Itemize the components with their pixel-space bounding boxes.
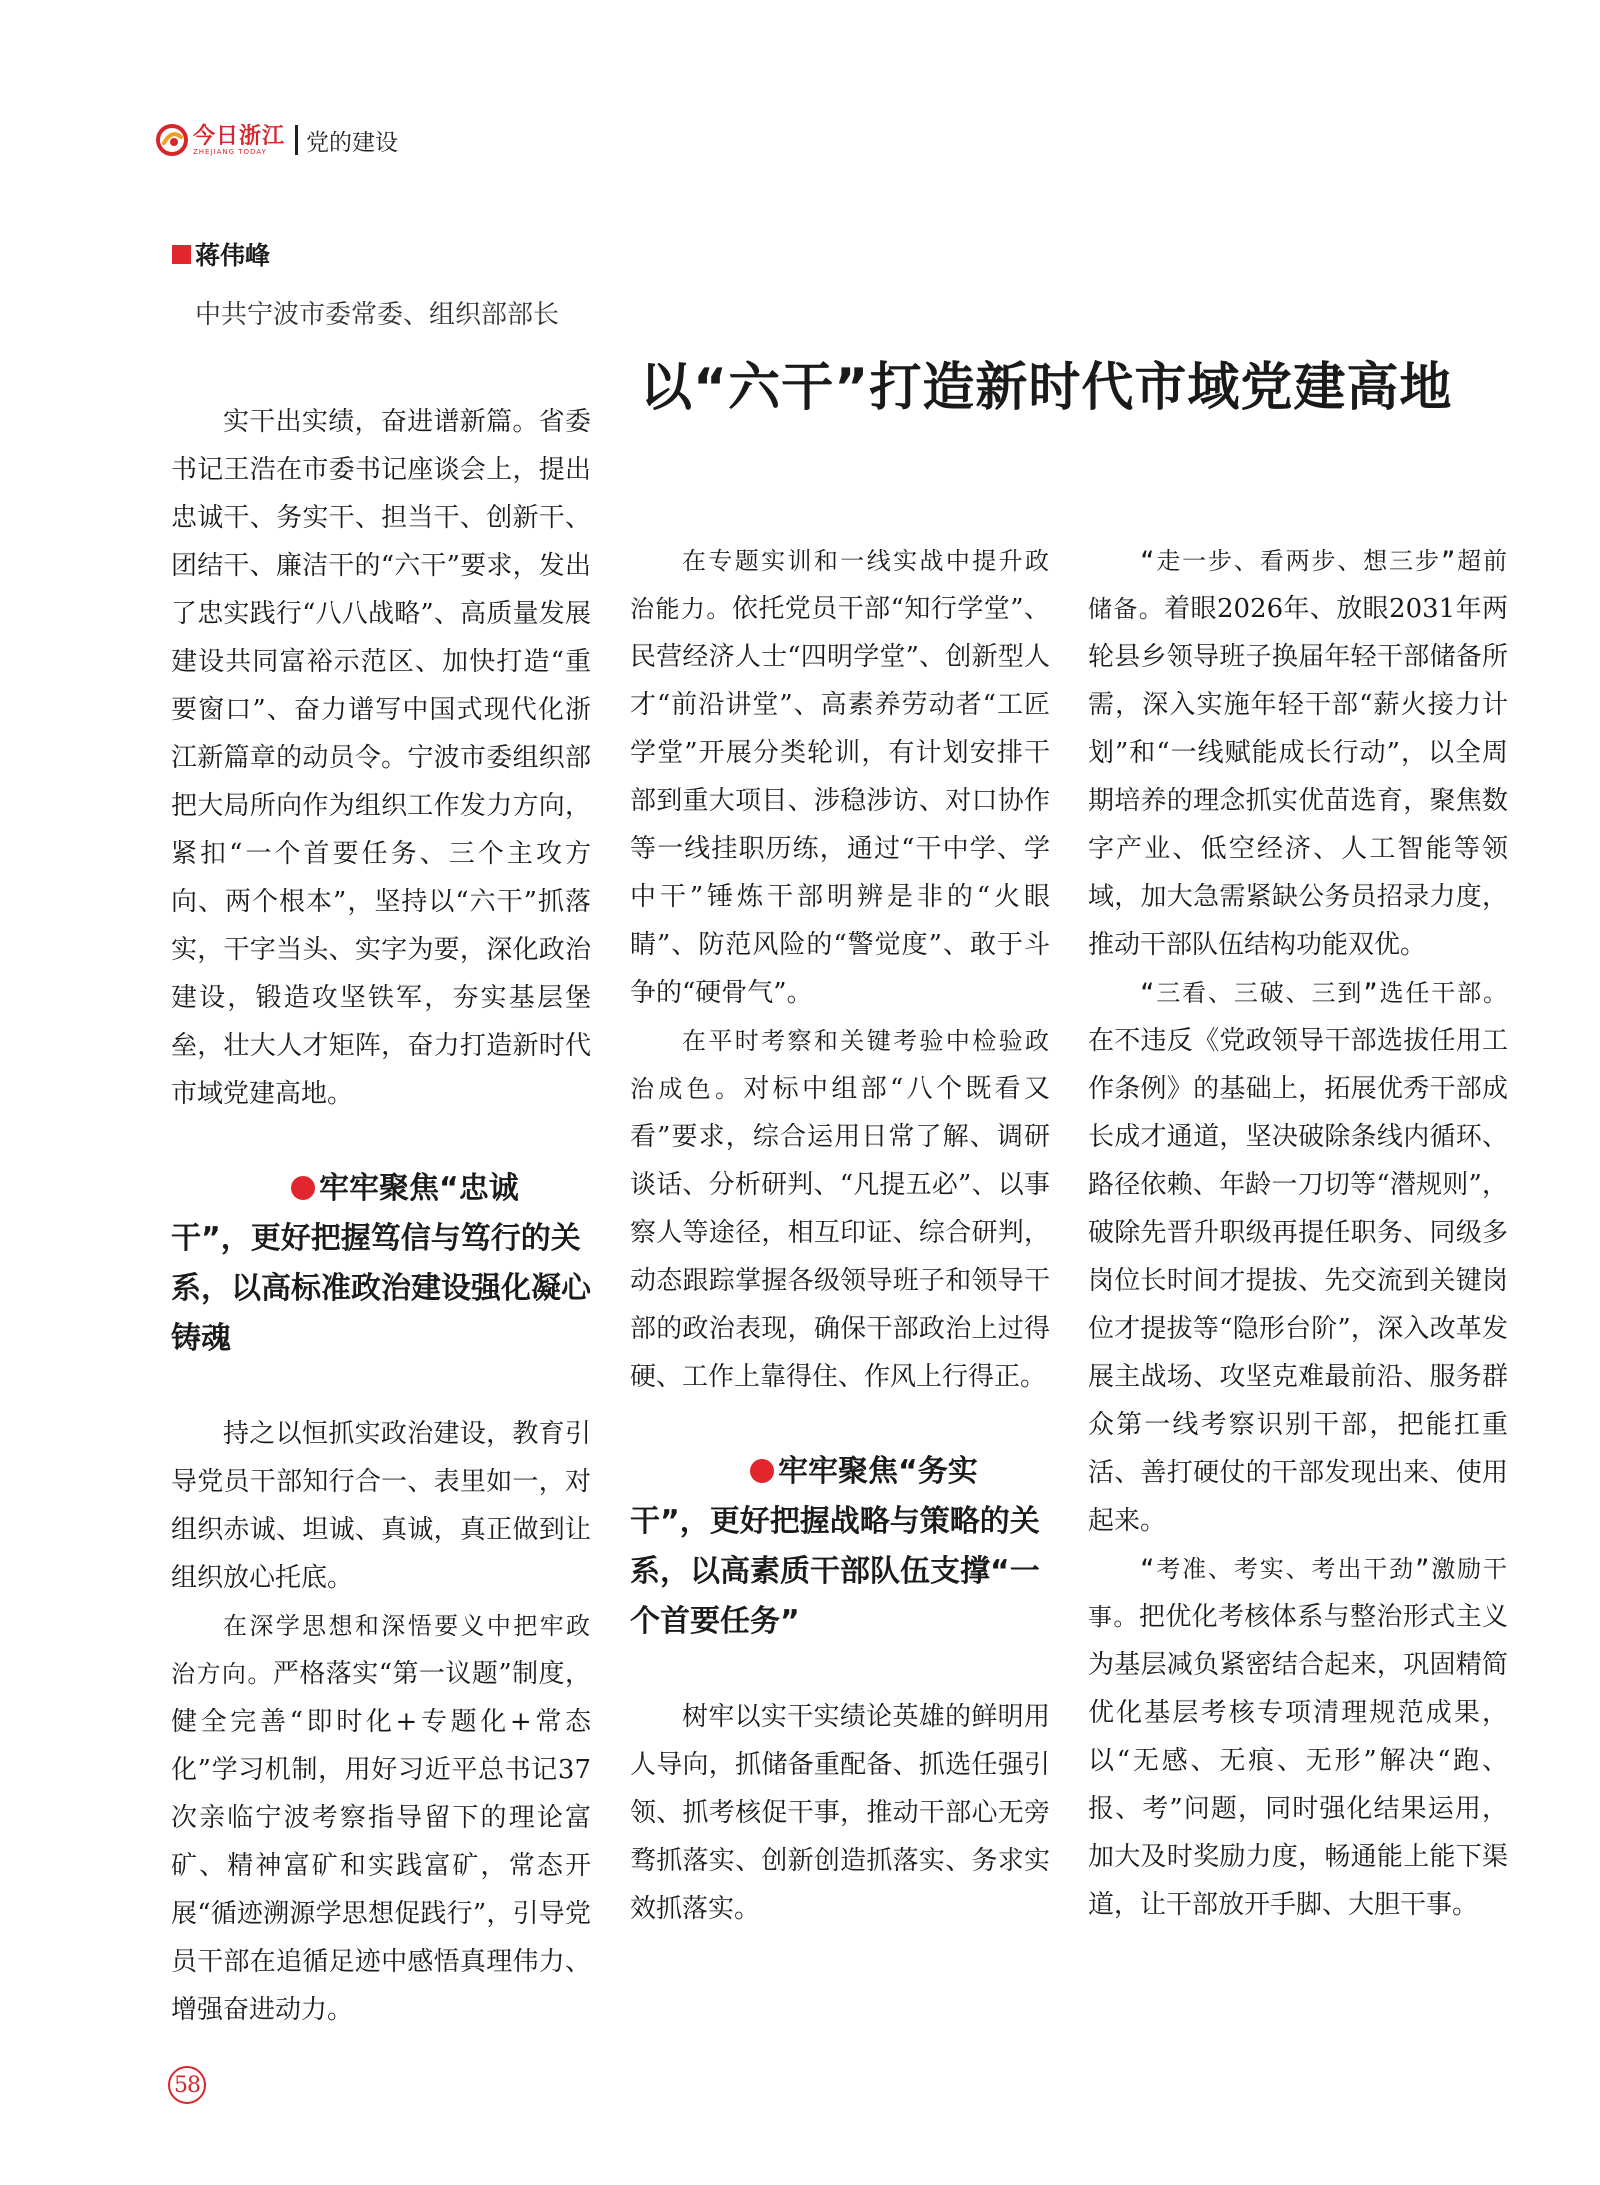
- red-square-icon: [172, 245, 191, 264]
- publication-logo: [155, 123, 285, 157]
- section-heading-2-text: 牢牢聚焦“务实干”，更好把握战略与策略的关系，以高素质干部队伍支撑“一个首要任务”: [630, 1454, 1040, 1639]
- body-paragraph: [1088, 1545, 1508, 1929]
- paragraph-body: 把优化考核体系与整治形式主义为基层减负紧密结合起来，巩固精简优化基层考核专项清理规范成果，以“无感、无痕、无形”解决“跑、报、考”问题，同时强化结果运用，加大及时奖励力度，畅通能上能下渠道，让干部放开手脚、大胆干事。: [1088, 1602, 1508, 1920]
- article-title: 以“六干”打造新时代市域党建高地: [640, 358, 1453, 418]
- paragraph-lead: 在专题实训和一线实战中提升政治能力。: [630, 547, 1050, 623]
- intro-paragraph: 实干出实绩，奋进谱新篇。省委书记王浩在市委书记座谈会上，提出忠诚干、务实干、担当干、创新干、团结干、廉洁干的“六干”要求，发出了忠实践行“八八战略”、高质量发展建设共同富裕示范区、加快打造“重要窗口”、奋力谱写中国式现代化浙江新篇章的动员令。宁波市委组织部把大局所向作为组织工作发力方向，紧扣“一个首要任务、三个主攻方向、两个根本”，坚持以“六干”抓落实，干字当头、实字为要，深化政治建设，锻造攻坚铁军，夯实基层堡垒，壮大人才矩阵，奋力打造新时代市域党建高地。: [171, 407, 591, 1109]
- body-paragraph: [1088, 969, 1508, 1545]
- author-name: 蒋伟峰: [195, 241, 271, 270]
- paragraph-lead: 在深学思想和深悟要义中把牢政治方向。: [171, 1612, 591, 1688]
- paragraph-body: 对标中组部“八个既看又看”要求，综合运用日常了解、调研谈话、分析研判、“凡提五必”、以事察人等途径，相互印证、综合研判，动态跟踪掌握各级领导班子和领导干部的政治表现，确保干部政治上过得硬、工作上靠得住、作风上行得正。: [630, 1074, 1050, 1392]
- page-number: 58: [168, 2066, 206, 2104]
- body-paragraph: [1088, 537, 1508, 969]
- section-heading-1-text: 牢牢聚焦“忠诚干”，更好把握笃信与笃行的关系，以高标准政治建设强化凝心铸魂: [171, 1171, 591, 1356]
- red-dot-icon: [291, 1176, 315, 1200]
- section-heading-2: [630, 1447, 1050, 1647]
- paragraph-body: 严格落实“第一议题”制度，健全完善“即时化+专题化+常态化”学习机制，用好习近平总书记37次亲临宁波考察指导留下的理论富矿、精神富矿和实践富矿，常态开展“循迹溯源学思想促践行”，引导党员干部在追循足迹中感悟真理伟力、增强奋进动力。: [171, 1659, 591, 2025]
- paragraph-body: 着眼2026年、放眼2031年两轮县乡领导班子换届年轻干部储备所需，深入实施年轻干部“薪火接力计划”和“一线赋能成长行动”，以全周期培养的理念抓实优苗选育，聚焦数字产业、低空经济、人工智能等领域，加大急需紧缺公务员招录力度，推动干部队伍结构功能双优。: [1088, 594, 1509, 960]
- body-paragraph: [630, 1017, 1050, 1401]
- article-column-3: [1088, 537, 1508, 1929]
- paragraph-body: 依托党员干部“知行学堂”、民营经济人士“四明学堂”、创新型人才“前沿讲堂”、高素养劳动者“工匠学堂”开展分类轮训，有计划安排干部到重大项目、涉稳涉访、对口协作等一线挂职历练，通过“干中学、学中干”锤炼干部明辨是非的“火眼睛”、防范风险的“警觉度”、敢于斗争的“硬骨气”。: [630, 594, 1050, 1008]
- paragraph-lead: 在平时考察和关键考验中检验政治成色。: [630, 1027, 1050, 1103]
- body-paragraph: 持之以恒抓实政治建设，教育引导党员干部知行合一、表里如一，对组织赤诚、坦诚、真诚，真正做到让组织放心托底。: [171, 1419, 591, 1593]
- logo-chinese-text: 今日浙江: [193, 122, 286, 149]
- paragraph-lead: “走一步、看两步、想三步”超前储备。: [1088, 547, 1508, 623]
- page-header: [155, 118, 398, 162]
- sun-swirl-logo-icon: [155, 123, 189, 157]
- paragraph-lead: “考准、考实、考出干劲”激励干事。: [1088, 1555, 1508, 1631]
- author-title: 中共宁波市委常委、组织部部长: [195, 300, 560, 330]
- article-column-1: [171, 398, 591, 2034]
- section-name: 党的建设: [306, 129, 399, 156]
- red-dot-icon: [750, 1459, 774, 1483]
- author-byline: [172, 236, 270, 272]
- article-column-2: [630, 537, 1050, 1933]
- body-paragraph: [630, 537, 1050, 1017]
- section-heading-1: [171, 1164, 591, 1364]
- header-divider: [295, 125, 298, 155]
- paragraph-body: 在不违反《党政领导干部选拔任用工作条例》的基础上，拓展优秀干部成长成才通道，坚决破除条线内循环、路径依赖、年龄一刀切等“潜规则”，破除先晋升职级再提任职务、同级多岗位长时间才提拔、先交流到关键岗位才提拔等“隐形台阶”，深入改革发展主战场、攻坚克难最前沿、服务群众第一线考察识别干部，把能扛重活、善打硬仗的干部发现出来、使用起来。: [1088, 1026, 1508, 1536]
- body-paragraph: [171, 1602, 591, 2034]
- paragraph-lead: “三看、三破、三到”选任干部。: [1140, 979, 1508, 1007]
- body-paragraph: 树牢以实干实绩论英雄的鲜明用人导向，抓储备重配备、抓选任强引领、抓考核促干事，推动干部心无旁骛抓落实、创新创造抓落实、务求实效抓落实。: [630, 1702, 1050, 1924]
- logo-english-text: ZHEJIANG TODAY: [193, 147, 267, 156]
